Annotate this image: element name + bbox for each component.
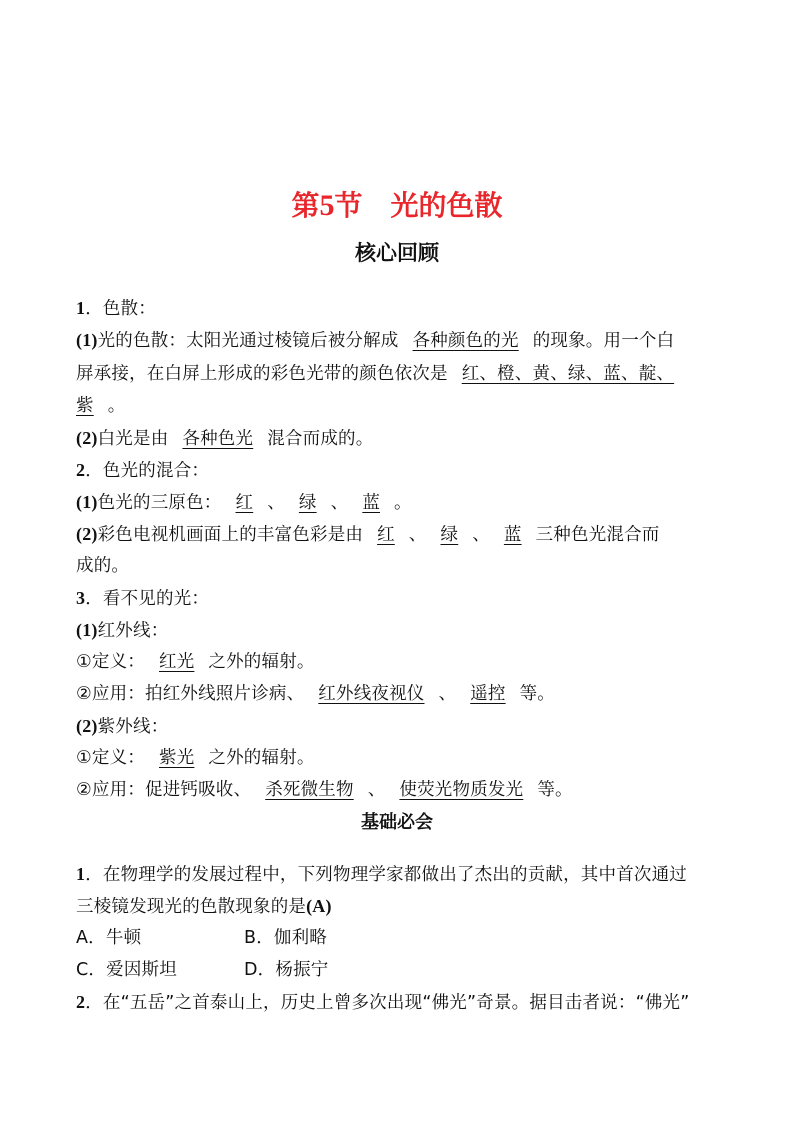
section-heading-basic: 基础必会 [361, 812, 433, 833]
q2-p2-line2 [76, 554, 720, 578]
mc1-number: 1 [76, 864, 86, 884]
q2-sep: 、 [267, 493, 285, 513]
q3-sep: 、 [367, 780, 386, 800]
q2-sep: 、 [408, 525, 427, 545]
q3-number: 3 [76, 588, 86, 608]
q1-p2-line [76, 426, 720, 451]
q3-label: ．看不见的光： [85, 589, 210, 609]
q2-p2-answer3: 蓝 [503, 525, 522, 545]
q3-ir-def-answer: 红光 [159, 652, 195, 672]
title-number: 5 [319, 189, 335, 222]
section-heading-core: 核心回顾 [355, 241, 439, 265]
q1-p1-text-b: 的现象。用一个白 [532, 331, 675, 351]
mc2-stem-line1 [76, 990, 720, 1015]
q1-p1-answer1: 各种颜色的光 [412, 331, 519, 351]
q3-ir-number: (1) [76, 620, 98, 640]
q2-number: 2 [76, 460, 86, 480]
q2-p2-text-a: 彩色电视机画面上的丰富色彩是由 [97, 525, 364, 545]
q1-p1-answer2a: 红、橙、黄、绿、蓝、靛、 [461, 364, 675, 384]
q3-uv-def-text-a: ①定义： [76, 748, 145, 768]
q2-heading [76, 458, 720, 483]
q2-p1-end: 。 [394, 493, 412, 513]
q3-uv-app-text-a: ②应用：促进钙吸收、 [76, 780, 252, 800]
q2-p1-answer1: 红 [235, 493, 254, 513]
q1-p1-text-c: 屏承接，在白屏上形成的彩色光带的颜色依次是 [76, 364, 448, 384]
q2-p1-answer3: 蓝 [362, 493, 381, 513]
title-prefix: 第 [291, 189, 320, 222]
q3-uv-label: 紫外线： [97, 717, 169, 737]
mc1-option-c: C．爱因斯坦 [76, 960, 177, 980]
q3-ir-application [76, 682, 720, 706]
q3-ir-label: 红外线： [97, 621, 169, 641]
q3-ir-app-text-a: ②应用：拍红外线照片诊病、 [76, 684, 305, 704]
q2-p1-answer2: 绿 [298, 493, 317, 513]
q1-p1-line2 [76, 362, 720, 386]
q2-sep: 、 [472, 525, 490, 545]
mc1-stem-b: 三棱镜发现光的色散现象的是 [76, 897, 307, 917]
q2-p2-text-b: 三种色光混合而 [535, 525, 660, 545]
q1-p1-text-a: 光的色散：太阳光通过棱镜后被分解成 [97, 331, 399, 351]
q1-label: ．色散： [85, 299, 157, 319]
mc1-answer: (A) [306, 896, 332, 916]
q1-heading [76, 296, 720, 321]
q3-uv-definition [76, 746, 720, 770]
mc1-options-row2 [76, 958, 720, 982]
q3-ir-def-text-a: ①定义： [76, 652, 145, 672]
mc2-stem: ．在“五岳”之首泰山上，历史上曾多次出现“佛光”奇景。据目击者说：“佛光” [85, 993, 690, 1013]
q3-ir-heading [76, 618, 720, 643]
q3-uv-application [76, 778, 720, 802]
q2-p1-text: 色光的三原色： [97, 493, 222, 513]
q3-sep: 、 [438, 684, 457, 704]
q2-p2-answer2: 绿 [440, 525, 459, 545]
mc1-options-row1 [76, 926, 720, 950]
q1-p2-text-b: 混合而成的。 [267, 429, 374, 449]
q1-number: 1 [76, 298, 86, 318]
mc2-number: 2 [76, 992, 86, 1012]
q3-uv-app-answer2: 使荧光物质发光 [399, 780, 524, 800]
q1-p1-answer2b: 紫 [76, 396, 94, 416]
q1-p2-answer: 各种色光 [182, 429, 254, 449]
q3-uv-def-text-b: 之外的辐射。 [208, 748, 315, 768]
q2-p1-line [76, 490, 720, 515]
q2-sep: 、 [330, 493, 349, 513]
q1-p1-number: (1) [76, 330, 98, 350]
mc1-stem-a: ．在物理学的发展过程中，下列物理学家都做出了杰出的贡献，其中首次通过 [85, 865, 688, 885]
q3-ir-definition [76, 650, 720, 674]
q3-uv-def-answer: 紫光 [159, 748, 195, 768]
q1-p1-line3 [76, 394, 720, 418]
q2-p2-line1 [76, 522, 720, 547]
page-title [0, 186, 794, 226]
q3-ir-def-text-b: 之外的辐射。 [208, 652, 315, 672]
q3-uv-app-text-b: 等。 [537, 780, 573, 800]
q2-p2-answer1: 红 [377, 525, 395, 545]
q3-uv-app-answer1: 杀死微生物 [265, 780, 354, 800]
q2-p2-number: (2) [76, 524, 98, 544]
q2-label: ．色光的混合： [85, 461, 210, 481]
q3-ir-app-answer2: 遥控 [470, 684, 506, 704]
q1-p2-text-a: 白光是由 [97, 429, 169, 449]
title-suffix: 节 光的色散 [334, 189, 503, 222]
mc1-option-a: A．牛顿 [76, 928, 142, 948]
mc1-stem-line2 [76, 894, 720, 919]
q3-ir-app-text-b: 等。 [519, 684, 556, 704]
q3-heading [76, 586, 720, 611]
q3-ir-app-answer1: 红外线夜视仪 [318, 684, 425, 704]
mc1-option-b: B．伽利略 [244, 928, 328, 948]
q1-p2-number: (2) [76, 428, 98, 448]
q2-p2-text-c: 成的。 [76, 556, 130, 576]
mc1-stem-line1 [76, 862, 720, 887]
q3-uv-number: (2) [76, 716, 98, 736]
q2-p1-number: (1) [76, 492, 98, 512]
q3-uv-heading [76, 714, 720, 739]
q1-p1-end: 。 [107, 396, 126, 416]
q1-p1-line1 [76, 328, 720, 353]
mc1-option-d: D．杨振宁 [244, 960, 329, 980]
